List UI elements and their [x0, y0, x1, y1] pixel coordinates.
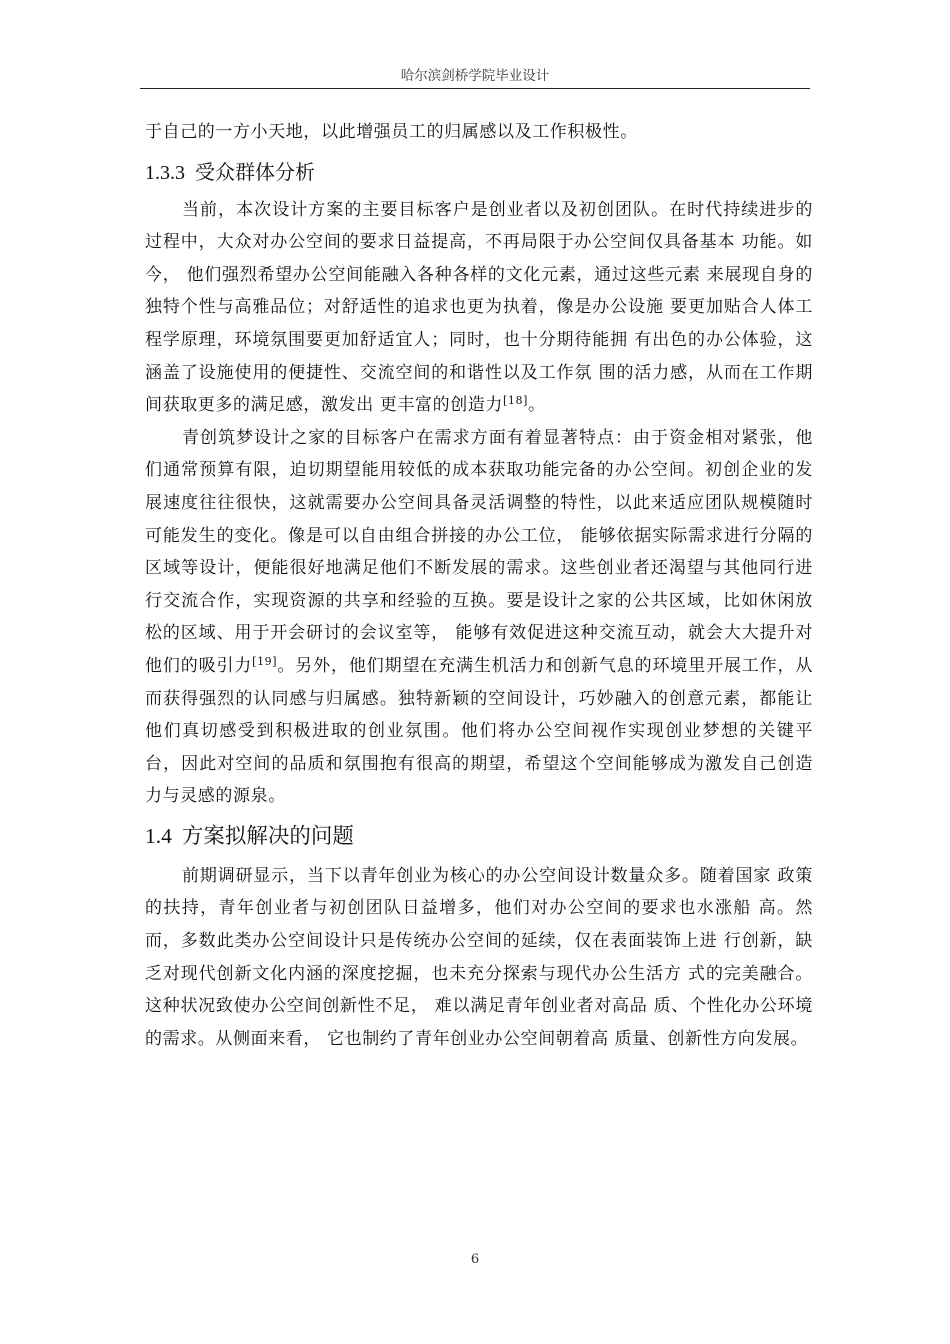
paragraph-continued: 于自己的一方小天地，以此增强员工的归属感以及工作积极性。	[145, 122, 638, 142]
page-number: 6	[470, 1252, 480, 1267]
header-divider	[140, 88, 810, 89]
body-content	[145, 116, 813, 1055]
paragraph-end: 。另外，他们期望在充满生机活力和创新气息的环境里开展工作，从而获得强烈的认同感与归属感。独特新颖的空间设计，巧妙融入的创意元素，都能让他们真切感受到积极进取的创业氛围。他们将办公空间视作实现创业梦想的关键平台，因此对空间的品质和氛围抱有很高的期望，希望这个空间能够成为激发自己创造力与灵感的源泉。	[145, 655, 813, 807]
section-heading-1-4	[145, 819, 813, 854]
section-number: 1.3.3	[145, 161, 185, 184]
section-title: 受众群体分析	[195, 159, 315, 184]
paragraph-text: 当前，本次设计方案的主要目标客户是创业者以及初创团队。在时代持续进步的过程中，大众对办公空间的要求日益提高，不再局限于办公空间仅具备基本 功能。如今， 他们强烈希望办公空间能融入各种各样的文化元素，通过这些元素 来展现自身的独特个性与高雅品位；对舒适性的追求也更为执着，像是办公设施 要更加贴合人体工程学原理，环境氛围要更加舒适宜人；同时，也十分期待能拥 有出色的办公体验，这涵盖了设施使用的便捷性、交流空间的和谐性以及工作氛 围的活力感，从而在工作期间获取更多的满足感，激发出 更丰富的创造力	[145, 199, 813, 416]
section-title: 方案拟解决的问题	[181, 823, 354, 849]
paragraph-end: 。	[528, 395, 546, 416]
paragraph-audience	[145, 194, 813, 422]
citation-19: [19]	[252, 654, 278, 668]
paragraph-problems: 前期调研显示，当下以青年创业为核心的办公空间设计数量众多。随着国家 政策的扶持，青年创业者与初创团队日益增多，他们对办公空间的要求也水涨船 高。然而，多数此类办公空间设计只是传统办公空间的延续，仅在表面装饰上进 行创新，缺乏对现代创新文化内涵的深度挖掘，也未充分探索与现代办公生活方 式的完美融合。这种状况致使办公空间创新性不足， 难以满足青年创业者对高品 质、个性化办公环境的需求。从侧面来看， 它也制约了青年创业办公空间朝着高 质量、创新性方向发展。	[145, 865, 813, 1049]
citation-18: [18]	[503, 394, 528, 408]
running-header: 哈尔滨剑桥学院毕业设计	[400, 68, 550, 84]
section-number: 1.4	[145, 823, 172, 848]
paragraph-text: 青创筑梦设计之家的目标客户在需求方面有着显著特点：由于资金相对紧张，他们通常预算有限，迫切期望能用较低的成本获取功能完备的办公空间。初创企业的发展速度往往很快，这就需要办公空间具备灵活调整的特性，以此来适应团队规模随时可能发生的变化。像是可以自由组合拼接的办公工位， 能够依据实际需求进行分隔的区域等设计，便能很好地满足他们不断发展的需求。这些创业者还渴望与其他同行进行交流合作，实现资源的共享和经验的互换。要是设计之家的公共区域，比如休闲放松的区域、用于开会研讨的会议室等， 能够有效促进这种交流互动，就会大大提升对他们的吸引力	[145, 427, 813, 676]
section-heading-1-3-3	[145, 155, 813, 190]
paragraph-client-needs	[145, 422, 813, 813]
